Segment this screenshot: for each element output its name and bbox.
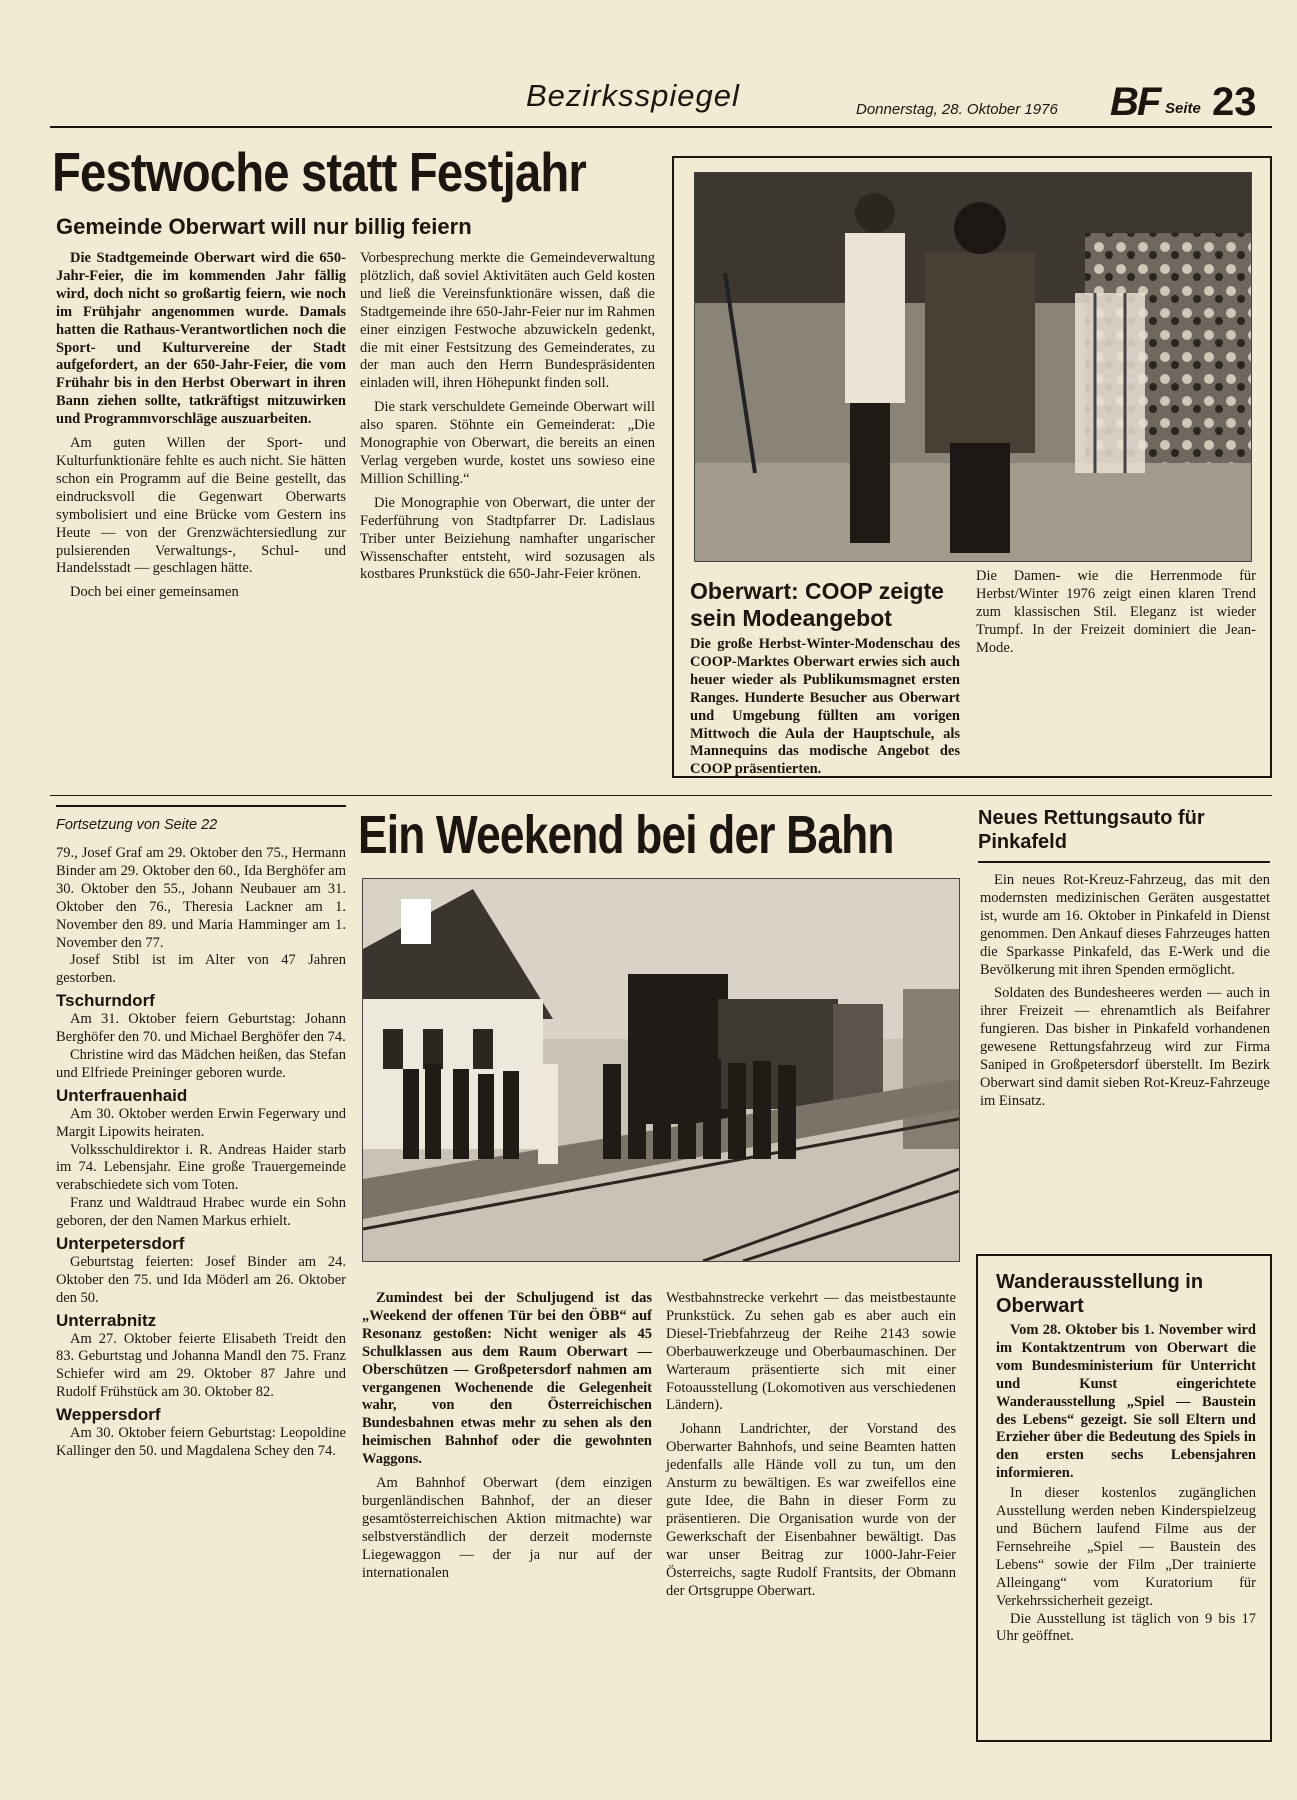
issue-date: Donnerstag, 28. Oktober 1976 <box>856 101 1058 118</box>
page-number: 23 <box>1212 80 1257 124</box>
wander-box <box>976 1254 1272 1742</box>
continuation-label: Fortsetzung von Seite 22 <box>56 817 218 833</box>
place-paragraph: Am 31. Oktober feiern Geburtstag: Johann Berghöfer den 70. und Michael Berghöfer den 74. <box>56 1011 346 1046</box>
fashion-show-image <box>695 173 1251 561</box>
article1-lead: Die Stadtgemeinde Oberwart wird die 650-Jahr-Feier, die im kommenden Jahr fällig wird, doch nicht so großartig feiern, wie noch im Frühjahr angenommen wurde. Damals hatten die Rathaus-Verantwortlichen noch die Sport- und Kulturvereine der Stadt aufgefordert, an der 650-Jahr-Feier, die vom Frühahr bis in den Herbst Oberwart in ihren Bann ziehen sollte, tatkräftigst mitzuwirken und Programmvorschläge auszuarbeiten. <box>56 250 346 428</box>
wander-p2: Die Ausstellung ist täglich von 9 bis 17 Uhr geöffnet. <box>996 1610 1256 1645</box>
bahn-p1: Am Bahnhof Oberwart (dem einzigen burgenländischen Bahnhof, der an dieser gesamtösterreichischen Aktion mitmachte) war selbstverständlich der derzeit modernste Liegewaggon — der ja nur auf der internationalen <box>362 1475 652 1581</box>
headline-festwoche: Festwoche statt Festjahr <box>52 141 586 203</box>
article1-p3: Vorbesprechung merkte die Gemeindeverwaltung plötzlich, daß soviel Aktivitäten auch Geld kosten und ließ die Vereinsfunktionäre wissen, daß die Stadtgemeinde ihre 650-Jahr-Feier nur im Rahmen einer einzigen Festwoche abzuwickeln gedenkt, die mit einer Festsitzung des Gemeinderates, zu der man auch den Herrn Bundespräsidenten einladen will, ihren Höhepunkt finden soll. <box>360 250 655 392</box>
coop-box <box>672 156 1272 778</box>
wander-p1: In dieser kostenlos zugänglichen Ausstellung werden neben Kinderspielzeug und Büchern laufend Filme aus der Fernsehreihe „Spiel — Baustein des Lebens“ sowie der Film „Der trainierte Alleingang“ vom Kuratorium für Verkehrssicherheit gezeigt. <box>996 1485 1256 1609</box>
coop-lead: Die große Herbst-Winter-Modenschau des COOP-Marktes Oberwart erwies sich auch heuer wieder als Publikumsmagnet ersten Ranges. Hunderte Besucher aus Oberwart und Umgebung füllten am vorigen Mittwoch die Aula der Hauptschule, als Mannequins das modische Angebot des COOP präsentierten. <box>690 636 960 778</box>
rettung-p2: Soldaten des Bundesheeres werden — auch in ihrer Freizeit — ehrenamtlich als Beifahrer fungieren. Das bisher in Pinkafeld vorhandenen gewesene Rettungsfahrzeug wird zur Firma Saniped in Großpetersdorf überstellt. Im Bezirk Oberwart sind damit sieben Rot-Kreuz-Fahrzeuge im Einsatz. <box>980 985 1270 1109</box>
coop-col1 <box>690 636 960 785</box>
page-label: Seite <box>1165 100 1201 117</box>
section-title: Bezirksspiegel <box>526 78 740 113</box>
article1-col2 <box>360 250 655 590</box>
logo: BF <box>1110 80 1160 124</box>
article1-p4: Die stark verschuldete Gemeinde Oberwart will also sparen. Stöhnte ein Gemeinderat: „Die Monographie von Oberwart, die bereits an einen Verlag vergeben wurde, kostet uns sowieso eine Million Schilling.“ <box>360 399 655 487</box>
header-rule <box>50 126 1272 128</box>
place-paragraph: Volksschuldirektor i. R. Andreas Haider starb im 74. Lebensjahr. Eine große Trauergemeinde verabschiedete sich vom Toten. <box>56 1141 346 1194</box>
coop-headline: Oberwart: COOP zeigte sein Modeangebot <box>690 578 944 631</box>
subhead-festwoche: Gemeinde Oberwart will nur billig feiern <box>56 214 472 239</box>
continuation-body <box>56 845 346 1461</box>
place-paragraph: Franz und Waldtraud Hrabec wurde ein Sohn geboren, der den Namen Markus erhielt. <box>56 1195 346 1230</box>
continuation-column <box>56 805 346 1461</box>
bahn-col2 <box>666 1290 956 1606</box>
train-station-photo <box>362 878 960 1262</box>
wander-body <box>996 1322 1256 1646</box>
wander-headline: Wanderausstellung in Oberwart <box>996 1271 1204 1317</box>
place-heading: Unterfrauenhaid <box>56 1085 188 1105</box>
place-paragraph: Am 30. Oktober werden Erwin Fegerwary und Margit Lipowits heiraten. <box>56 1105 346 1140</box>
place-heading: Unterrabnitz <box>56 1310 157 1330</box>
rettung-p1: Ein neues Rot-Kreuz-Fahrzeug, das mit den modernsten medizinischen Geräten ausgestattet ist, wurde am 16. Oktober in Pinkafeld in Dienst genommen. Den Ankauf dieses Fahrzeuges hatten die Sparkasse Pinkafeld, das E-Werk und die Bevölkerung mit ihren Spenden ermöglicht. <box>980 872 1270 978</box>
section-rule <box>50 795 1272 796</box>
bahn-p2: Westbahnstrecke verkehrt — das meistbestaunte Prunkstück. Zu sehen gab es aber auch ein Diesel-Triebfahrzeug der Reihe 2143 sowie Oberbauwerkzeuge und Oberbaumaschinen. Der Warteraum präsentierte sich mit einer Fotoausstellung (Lokomotiven aus verschiedenen Ländern). <box>666 1290 956 1414</box>
rettung-rule <box>978 861 1270 863</box>
article1-p1: Am guten Willen der Sport- und Kulturfunktionäre fehlte es auch nicht. Sie hätten schon ein Programm auf die Beine gestellt, das eindrucksvoll die Gegenwart Oberwarts symbolisiert und eine Brücke vom Gestern ins Heute — von der Grenzwächtersiedlung zur pulsierenden Verwaltungs-, Schul- und Handelsstadt — geschlagen hätte. <box>56 435 346 577</box>
place-heading: Unterpetersdorf <box>56 1234 185 1254</box>
article1-p5: Die Monographie von Oberwart, die unter der Federführung von Stadtpfarrer Dr. Ladislaus Triber unter Beiziehung namhafter ungarischer Wissenschafter entsteht, wird sozusagen als kostbares Prunkstück die 650-Jahr-Feier krönen. <box>360 494 655 583</box>
fashion-show-photo <box>694 172 1252 562</box>
place-paragraph: Geburtstag feierten: Josef Binder am 24. Oktober den 75. und Ida Möderl am 26. Oktober den 50. <box>56 1253 346 1306</box>
train-station-image <box>363 879 959 1261</box>
headline-rettung: Neues Rettungsauto für Pinkafeld <box>978 807 1205 853</box>
place-paragraph: Am 27. Oktober feierte Elisabeth Treidt den 83. Geburtstag und Johanna Mandl den 75. Franz Schiefer wird am 29. Oktober 87 Jahre und Rudolf Frühstück am 30. Oktober 82. <box>56 1330 346 1401</box>
bahn-col1 <box>362 1290 652 1589</box>
coop-col2 <box>976 568 1256 664</box>
masthead <box>50 66 1270 128</box>
article1-p2: Doch bei einer gemeinsamen <box>70 584 239 601</box>
continuation-intro1: 79., Josef Graf am 29. Oktober den 75., Hermann Binder am 29. Oktober den 60., Ida Berghöfer am 30. Oktober den 55., Johann Neubauer am 31. Oktober den 76., Theresia Lackner am 1. November den 89. und Maria Hamminger am 1. November den 77. <box>56 845 346 951</box>
place-paragraph: Christine wird das Mädchen heißen, das Stefan und Elfriede Preininger geboren wurde. <box>56 1046 346 1081</box>
rettung-body <box>980 872 1270 1117</box>
coop-p1: Die Damen- wie die Herrenmode für Herbst/Winter 1976 zeigt einen klaren Trend zum klassischen Stil. Eleganz ist wieder Trumpf. In der Freizeit dominiert die Jean-Mode. <box>976 568 1256 656</box>
article1-col1 <box>56 250 346 608</box>
headline-bahn: Ein Weekend bei der Bahn <box>358 805 894 865</box>
place-paragraph: Am 30. Oktober feiern Geburtstag: Leopoldine Kallinger den 50. und Magdalena Schey den 74. <box>56 1425 346 1459</box>
bahn-p3: Johann Landrichter, der Vorstand des Oberwarter Bahnhofs, und seine Beamten hatten jedenfalls alle Hände voll zu tun, um den Ansturm zu bewältigen. Es war zweifellos eine gute Idee, die Bahn in dieser Form zu präsentieren. Die Organisation wurde von der Gewerkschaft der Eisenbahner bewältigt. Das war unser Beitrag zur 1000-Jahr-Feier Österreichs, sagte Rudolf Frantsits, der Obmann der Ortsgruppe Oberwart. <box>666 1421 956 1599</box>
bahn-lead: Zumindest bei der Schuljugend ist das „Weekend der offenen Tür bei den ÖBB“ auf Resonanz gestoßen: Nicht weniger als 45 Schulklassen aus dem Raum Oberwart — Oberschützen — Großpetersdorf nahmen am vergangenen Wochenende die Gelegenheit wahr, von den Österreichischen Bundesbahnen etwas mehr zu sehen als den heimischen Bahnhof oder die gewohnten Waggons. <box>362 1290 652 1468</box>
place-heading: Weppersdorf <box>56 1405 161 1425</box>
wander-lead: Vom 28. Oktober bis 1. November wird im Kontaktzentrum von Oberwart die vom Bundesministerium für Unterricht und Kunst eingerichtete Wanderausstellung „Spiel — Baustein des Lebens“ gezeigt. Sie soll Eltern und Erzieher über die Bedeutung des Spiels in den ersten sechs Lebensjahren informieren. <box>996 1322 1256 1482</box>
place-heading: Tschurndorf <box>56 991 155 1011</box>
continuation-top-rule <box>56 805 346 807</box>
continuation-intro2: Josef Stibl ist im Alter von 47 Jahren gestorben. <box>56 952 346 987</box>
